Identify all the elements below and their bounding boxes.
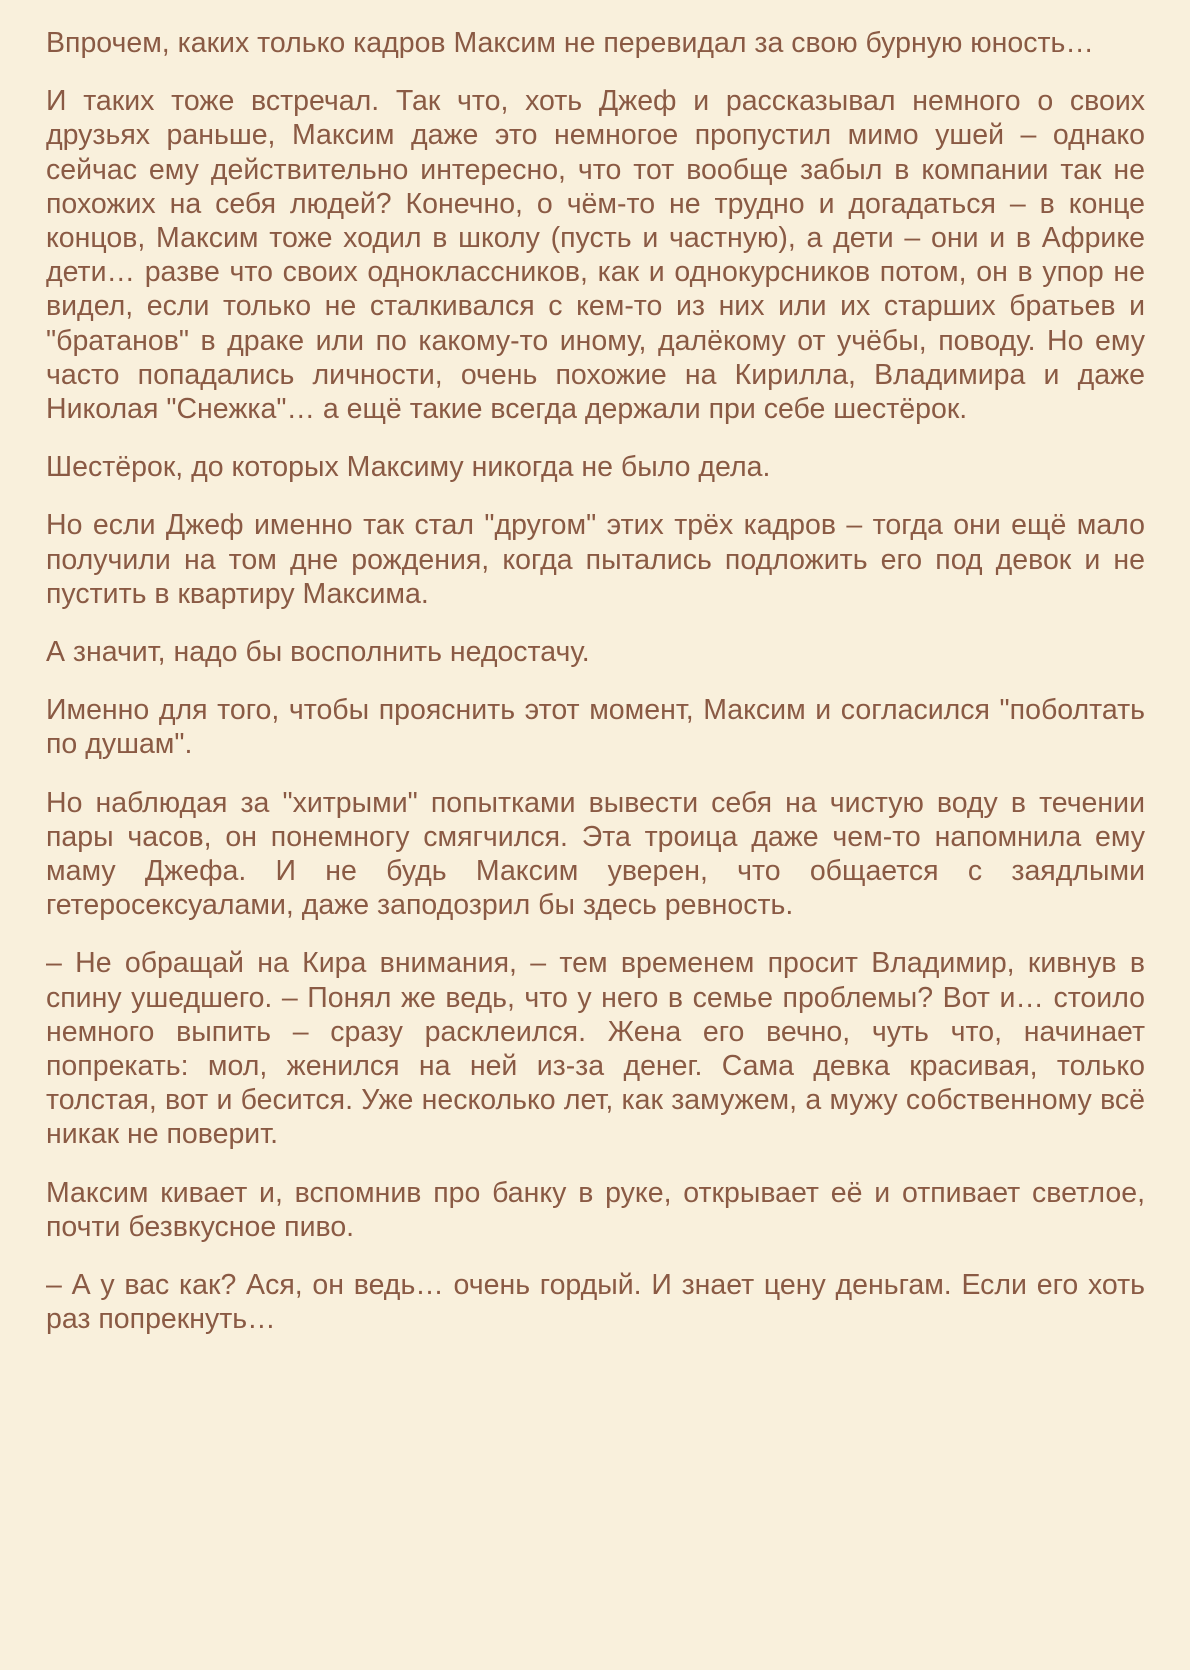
paragraph-9: Максим кивает и, вспомнив про банку в руке, открывает её и отпивает светлое, почти безвкусное пиво.	[46, 1176, 1145, 1243]
paragraph-7: Но наблюдая за "хитрыми" попытками вывести себя на чистую воду в течении пары часов, он понемногу смягчился. Эта троица даже чем-то напомнила ему маму Джефа. И не будь Максим уверен, что общается с заядлыми гетеросексуалами, даже заподозрил бы здесь ревность.	[46, 786, 1145, 922]
paragraph-2: И таких тоже встречал. Так что, хоть Джеф и рассказывал немного о своих друзьях раньше, Максим даже это немногое пропустил мимо ушей – однако сейчас ему действительно интересно, что тот вообще забыл в компании так не похожих на себя людей? Конечно, о чём-то не трудно и догадаться – в конце концов, Максим тоже ходил в школу (пусть и частную), а дети – они и в Африке дети… разве что своих одноклассников, как и однокурсников потом, он в упор не видел, если только не сталкивался с кем-то из них или их старших братьев и "братанов" в драке или по какому-то иному, далёкому от учёбы, поводу. Но ему часто попадались личности, очень похожие на Кирилла, Владимира и даже Николая "Снежка"… а ещё такие всегда держали при себе шестёрок.	[46, 85, 1145, 426]
paragraph-4: Но если Джеф именно так стал "другом" этих трёх кадров – тогда они ещё мало получили на том дне рождения, когда пытались подложить его под девок и не пустить в квартиру Максима.	[46, 509, 1145, 610]
paragraph-5: А значит, надо бы восполнить недостачу.	[46, 636, 590, 669]
paragraph-3: Шестёрок, до которых Максиму никогда не было дела.	[46, 451, 771, 484]
paragraph-6: Именно для того, чтобы прояснить этот момент, Максим и согласился "поболтать по душам".	[46, 694, 1145, 761]
paragraph-1: Впрочем, каких только кадров Максим не перевидал за свою бурную юность…	[46, 27, 1094, 59]
paragraph-8: – Не обращай на Кира внимания, – тем временем просит Владимир, кивнув в спину ушедшего. – Понял же ведь, что у него в семье проблемы? Вот и… стоило немного выпить – сразу расклеился. Жена его вечно, чуть что, начинает попрекать: мол, женился на ней из-за денег. Сама девка красивая, только толстая, вот и бесится. Уже несколько лет, как замужем, а мужу собственному всё никак не поверит.	[46, 947, 1145, 1151]
paragraph-10: – А у вас как? Ася, он ведь… очень гордый. И знает цену деньгам. Если его хоть раз попрекнуть…	[46, 1269, 1145, 1336]
